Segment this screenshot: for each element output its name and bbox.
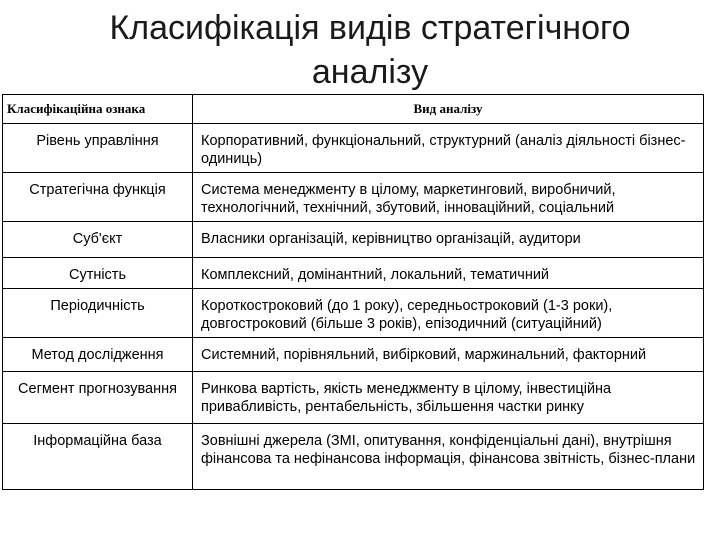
classification-table	[2, 94, 704, 490]
row-feature: Рівень управління	[3, 124, 193, 173]
table-header-row	[3, 95, 704, 124]
row-types: Корпоративний, функціональний, структурний (аналіз діяльності бізнес-одиниць)	[193, 124, 704, 173]
row-types: Зовнішні джерела (ЗМІ, опитування, конфіденціальні дані), внутрішня фінансова та нефінансова інформація, фінансова звітність, бізнес-плани	[193, 424, 704, 490]
row-feature: Сегмент прогнозування	[3, 372, 193, 424]
title-line-2: аналізу	[311, 53, 429, 91]
row-types: Система менеджменту в цілому, маркетинговий, виробничий, технологічний, технічний, збутовий, інноваційний, соціальний	[193, 173, 704, 222]
row-types: Ринкова вартість, якість менеджменту в цілому, інвестиційна привабливість, рентабельність, збільшення частки ринку	[193, 372, 704, 424]
header-feature: Класифікаційна ознака	[3, 95, 193, 124]
row-feature: Метод дослідження	[3, 338, 193, 372]
slide-title	[60, 6, 680, 94]
table-row	[3, 289, 704, 338]
table-row	[3, 372, 704, 424]
table-row	[3, 258, 704, 289]
row-feature: Періодичність	[3, 289, 193, 338]
row-feature: Інформаційна база	[3, 424, 193, 490]
table-row	[3, 173, 704, 222]
title-line-1: Класифікація видів стратегічного	[109, 9, 631, 47]
row-types: Власники організацій, керівництво організацій, аудитори	[193, 222, 704, 258]
table-row	[3, 124, 704, 173]
header-analysis-type: Вид аналізу	[193, 95, 704, 124]
table-row	[3, 338, 704, 372]
row-types: Короткостроковий (до 1 року), середньостроковий (1-3 роки), довгостроковий (більше 3 років), епізодичний (ситуаційний)	[193, 289, 704, 338]
row-feature: Стратегічна функція	[3, 173, 193, 222]
row-feature: Суб'єкт	[3, 222, 193, 258]
table-row	[3, 424, 704, 490]
row-feature: Сутність	[3, 258, 193, 289]
row-types: Комплексний, домінантний, локальний, тематичний	[193, 258, 704, 289]
row-types: Системний, порівняльний, вибірковий, маржинальний, факторний	[193, 338, 704, 372]
table-row	[3, 222, 704, 258]
